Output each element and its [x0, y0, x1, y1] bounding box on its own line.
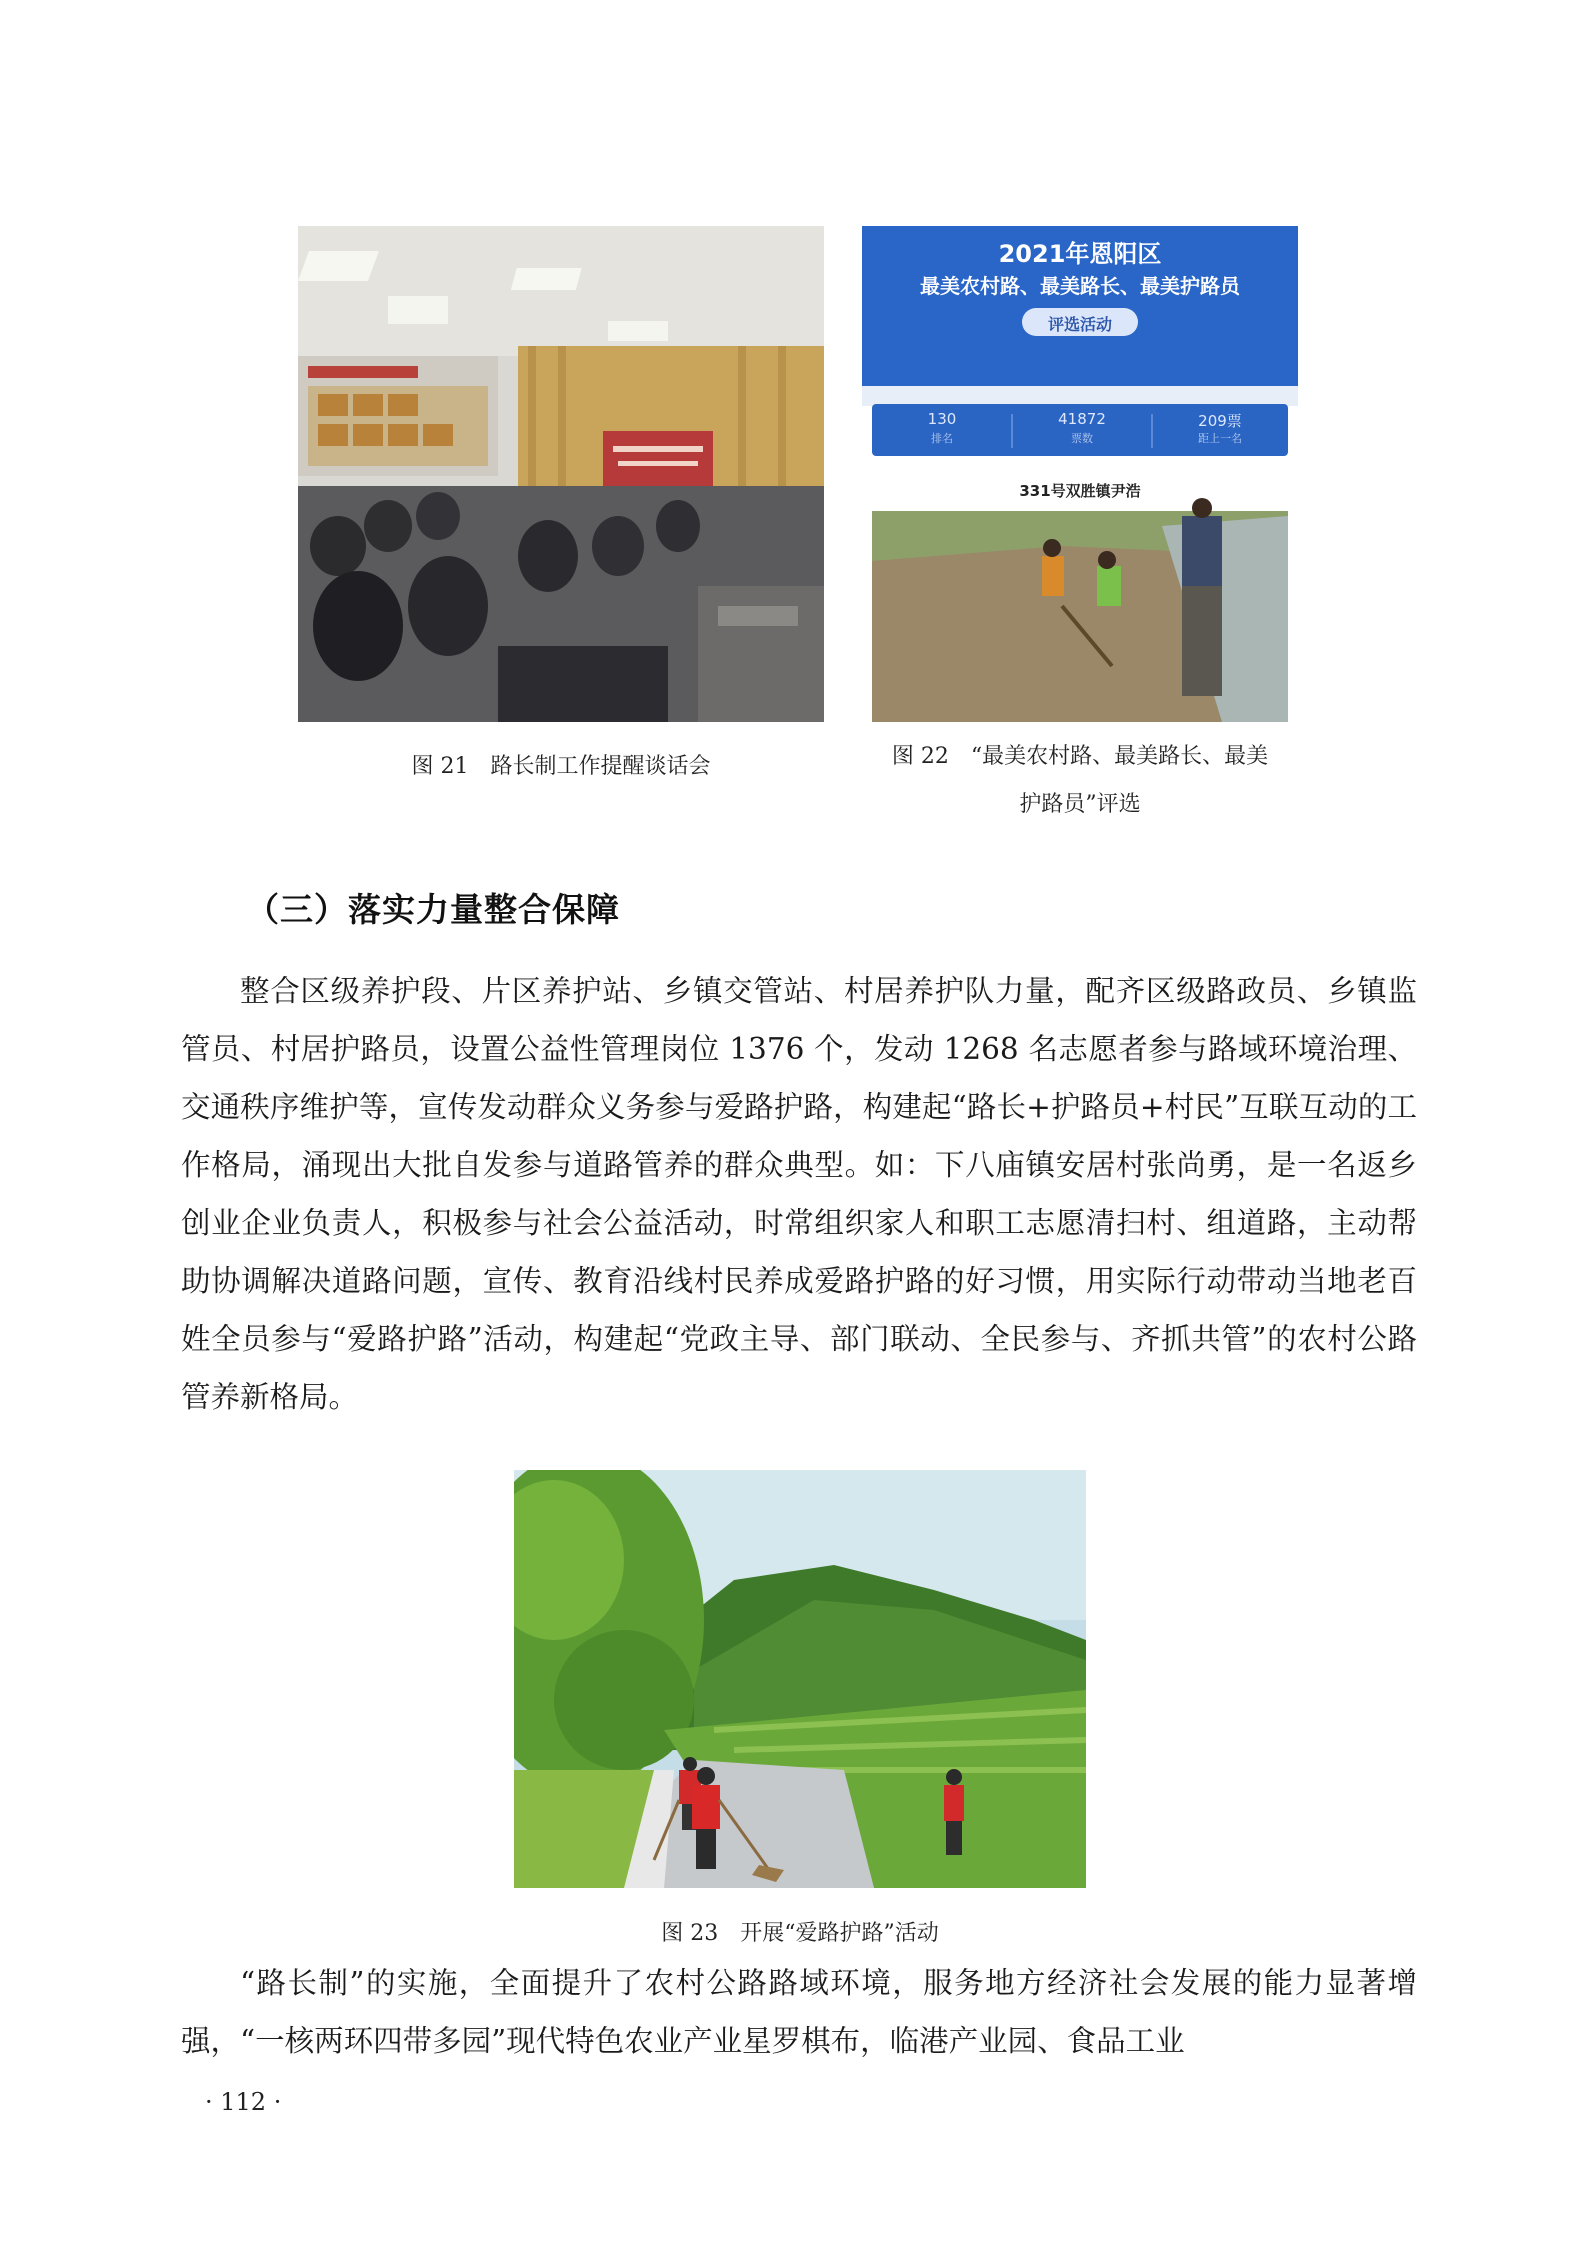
figure-22-caption-line1: 图 22 “最美农村路、最美路长、最美 [891, 744, 1269, 769]
stat-value-rank: 130 [927, 410, 957, 428]
figure-23-caption: 图 23 开展“爱路护路”活动 [661, 1921, 939, 1946]
poster-subtitle: 最美农村路、最美路长、最美护路员 [920, 274, 1240, 298]
stat-value-gap: 209票 [1198, 412, 1242, 430]
road-photo-image [514, 1470, 1086, 1888]
body-paragraph-1: 整合区级养护段、片区养护站、乡镇交管站、村居养护队力量，配齐区级路政员、乡镇监管员、村居护路员，设置公益性管理岗位 1376 个，发动 1268 名志愿者参与路域环境治理、交通秩序维护等，宣传发动群众义务参与爱路护路，构建起“路长+护路员+村民”互联互动的工作格局，涌现出大批自发参与道路管养的群众典型。如：下八庙镇安居村张尚勇，是一名返乡创业企业负责人，积极参与社会公益活动，时常组织家人和职工志愿清扫村、组道路，主动帮助协调解决道路问题，宣传、教育沿线村民养成爱路护路的好习惯，用实际行动带动当地老百姓全员参与“爱路护路”活动，构建起“党政主导、部门联动、全民参与、齐抓共管”的农村公路管养新格局。 [181, 974, 1417, 1414]
stat-label-rank: 排名 [931, 432, 953, 445]
page-number: · 112 · [205, 2088, 282, 2116]
figure-22-caption-line2: 护路员”评选 [1019, 792, 1141, 817]
figure-21-meeting-photo [298, 226, 824, 722]
meeting-photo-image [298, 226, 824, 722]
figure-22-caption [862, 733, 1298, 829]
poster-image [862, 226, 1298, 722]
stat-value-votes: 41872 [1058, 410, 1106, 428]
body-paragraph-2: “路长制”的实施，全面提升了农村公路路域环境，服务地方经济社会发展的能力显著增强，“一核两环四带多园”现代特色农业产业星罗棋布，临港产业园、食品工业 [181, 1966, 1417, 2058]
poster-title: 2021年恩阳区 [998, 240, 1162, 268]
section-heading: （三）落实力量整合保障 [246, 890, 620, 929]
figure-23-road-photo [514, 1470, 1086, 1888]
stat-label-gap: 距上一名 [1198, 432, 1242, 445]
figure-21-caption: 图 21 路长制工作提醒谈话会 [411, 754, 711, 779]
poster-entry-label: 331号双胜镇尹浩 [1019, 482, 1141, 500]
stat-label-votes: 票数 [1071, 432, 1093, 445]
figure-22-poster [862, 226, 1298, 722]
poster-button: 评选活动 [1047, 315, 1112, 334]
